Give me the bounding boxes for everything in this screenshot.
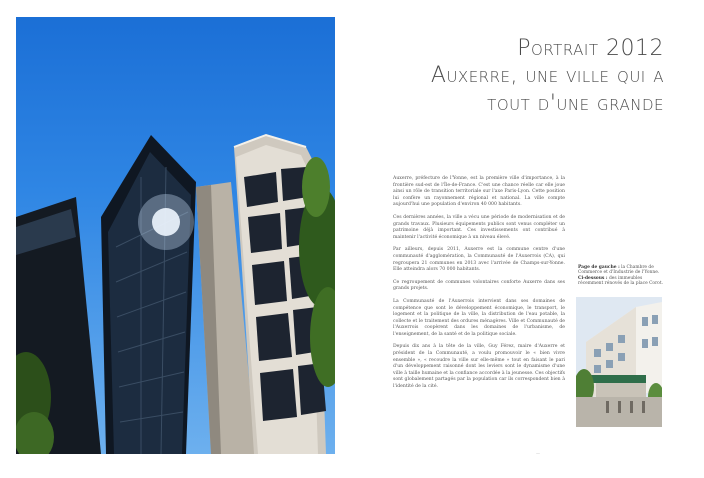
caption-label-left: Page de gauche : xyxy=(578,265,620,270)
paragraph: Par ailleurs, depuis 2011, Auxerre est la commune centre d'une communauté d'agglomération, la Communauté de l'Auxerrois (CA), qui regroupera 21 communes en 2013 avec l'arrivée de Champs-sur-Yonne. Elle atteindra alors 70 000 habitants. xyxy=(393,247,565,273)
place-corot-photo xyxy=(576,297,662,427)
caption-text-left: la Chambre de Commerce et d'Industrie de l'Yonne. xyxy=(578,265,660,276)
buildings-illustration xyxy=(576,297,662,427)
title-headline-1: Auxerre, une ville qui a xyxy=(430,63,664,88)
page-number: — xyxy=(536,450,540,455)
title-portrait: Portrait 2012 xyxy=(517,36,664,61)
article-title xyxy=(374,36,664,118)
paragraph: Ces dernières années, la ville a vécu une période de modernisation et de grands travaux. Plusieurs équipements publics sont venus compléter un patrimoine déjà important. Ces investissements ont contribué à maintenir l'activité économique à un niveau élevé. xyxy=(393,214,565,240)
article-body xyxy=(393,176,565,397)
paragraph: Depuis dix ans à la tête de la ville, Guy Férez, maire d'Auxerre et président de la Communauté, a voulu promouvoir le « bien vivre ensemble », « recoudre la ville sur elle-même » tout en faisant le pari d'un développement raisonné dont les leviers sont le dynamisme d'une ville à taille humaine et la confiance accordée à la jeunesse. Ces objectifs sont globalement partagés par la population car ils correspondent bien à l'identité de la cité. xyxy=(393,344,565,390)
caption-label-below: Ci-dessous : xyxy=(578,275,608,281)
paragraph: Auxerre, préfecture de l'Yonne, est la première ville d'importance, à la frontière sud-est de l'Île-de-France. C'est une chance réelle car elle joue ainsi un rôle de transition territoriale sur l'axe Paris-Lyon. Cette position lui confère un rayonnement régional et national. La ville compte aujourd'hui une population d'environ 40 000 habitants. xyxy=(393,176,565,208)
caption-text-below: des immeubles récemment rénovés de la place Corot. xyxy=(578,275,663,287)
photo-caption xyxy=(578,265,666,287)
paragraph: Ce regroupement de communes volontaires conforte Auxerre dans ses grands projets. xyxy=(393,279,565,292)
title-headline-2: tout d'une grande xyxy=(487,91,664,116)
building-illustration xyxy=(16,17,335,454)
building-photo xyxy=(16,17,335,454)
paragraph: La Communauté de l'Auxerrois intervient dans ses domaines de compétence que sont le développement économique, le transport, le logement et la politique de la ville, la distribution de l'eau potable, la collecte et le traitement des ordures ménagères. Ville et Communauté de l'Auxerrois coopèrent dans les domaines de l'urbanisme, de l'enseignement, de la santé et de la politique sociale. xyxy=(393,298,565,337)
